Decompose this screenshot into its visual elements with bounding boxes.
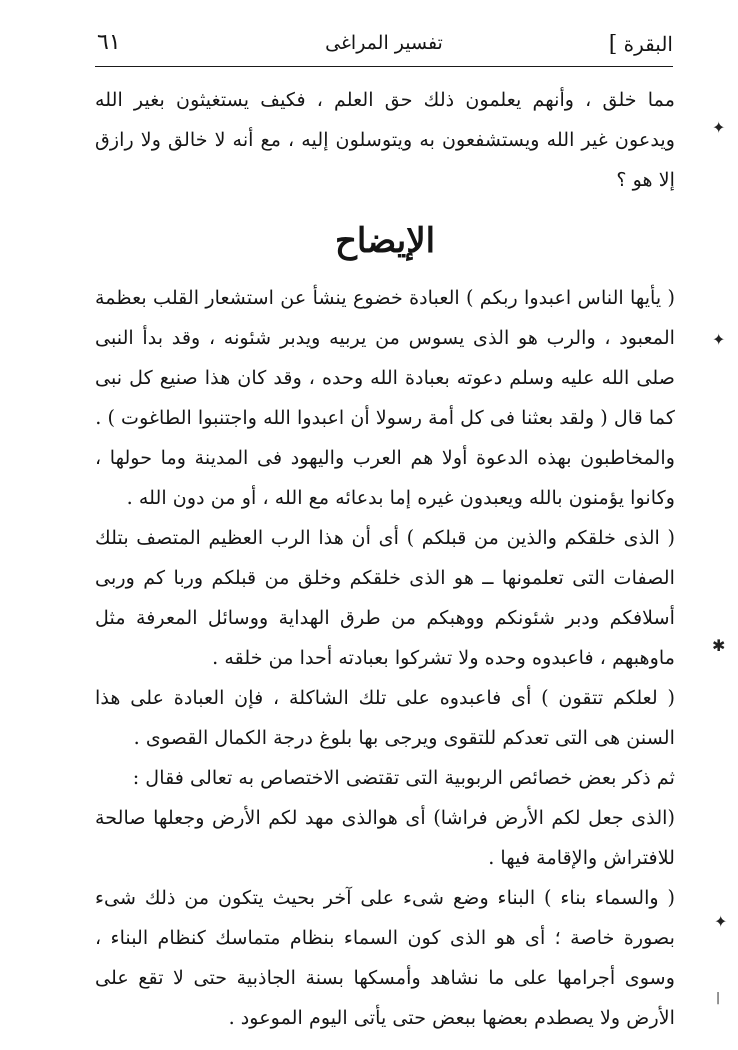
surah-name <box>606 32 673 57</box>
paragraph-7: ( والسماء بناء ) البناء وضع شىء على آخر بحيث يتكون من ذلك شىء بصورة خاصة ؛ أى هو الذى كون السماء بنظام متماسك كنظام البناء ، وسوى أجرامها على ما نشاهد وأمسكها بسنة الجاذبية حتى لا تقع على الأرض ولا يصطدم بعضها ببعض حتى يأتى اليوم الموعود . <box>95 886 675 1029</box>
paragraph-2: والمخاطبون بهذه الدعوة أولا هم العرب واليهود فى المدينة وما حولها ، وكانوا يؤمنون بالله ويعبدون غيره إما بدعائه مع الله ، أو من دون الله . <box>95 446 675 509</box>
page-header <box>95 26 673 67</box>
paragraph-5: ثم ذكر بعض خصائص الربوبية التى تقتضى الاختصاص به تعالى فقال : <box>132 766 675 789</box>
margin-smudge: | <box>716 990 721 1004</box>
surah-name-text: البقرة <box>623 32 673 56</box>
header-bracket: ] <box>608 32 618 57</box>
paragraph-6: (الذى جعل لكم الأرض فراشا) أى هوالذى مهد لكم الأرض وجعلها صالحة للافتراش والإقامة فيها . <box>95 806 675 869</box>
paragraph-1: ( يأيها الناس اعبدوا ربكم ) العبادة خضوع ينشأ عن استشعار القلب بعظمة المعبود ، والرب هو الذى يسوس من يربيه ويدبر شئونه ، وقد بدأ النبى صلى الله عليه وسلم دعوته بعبادة الله وحده ، وقد كان هذا صنيع كل نبى كما قال ( ولقد بعثنا فى كل أمة رسولا أن اعبدوا الله واجتنبوا الطاغوت ) . <box>95 286 675 429</box>
margin-smudge: ✦ <box>712 118 726 137</box>
section-heading: الإيضاح <box>334 221 436 261</box>
paragraph-4: ( لعلكم تتقون ) أى فاعبدوه على تلك الشاكلة ، فإن العبادة على هذا السنن هى التى تعدكم للتقوى ويرجى بها بلوغ درجة الكمال القصوى . <box>95 686 675 749</box>
intro-paragraph: مما خلق ، وأنهم يعلمون ذلك حق العلم ، فكيف يستغيثون بغير الله ويدعون غير الله ويستشفعون به ويتوسلون إليه ، مع أنه لا خالق ولا رازق إلا هو ؟ <box>95 88 675 191</box>
page-number: ٦١ <box>97 30 121 55</box>
paragraph-3: ( الذى خلقكم والذين من قبلكم ) أى أن هذا الرب العظيم المتصف بتلك الصفات التى تعلمونها ــ هو الذى خلقكم وخلق من قبلكم وربا كم وربى أسلافكم ودبر شئونكم ووهبكم من طرق الهداية ووسائل المعرفة مثل ماوهبهم ، فاعبدوه وحده ولا تشركوا بعبادته أحدا من خلقه . <box>95 526 675 669</box>
page-content <box>95 80 675 1038</box>
margin-smudge: ✦ <box>714 912 728 931</box>
margin-smudge: ✦ <box>712 330 726 349</box>
book-title: تفسير المراغى <box>325 32 443 54</box>
margin-smudge: ✱ <box>712 636 726 655</box>
